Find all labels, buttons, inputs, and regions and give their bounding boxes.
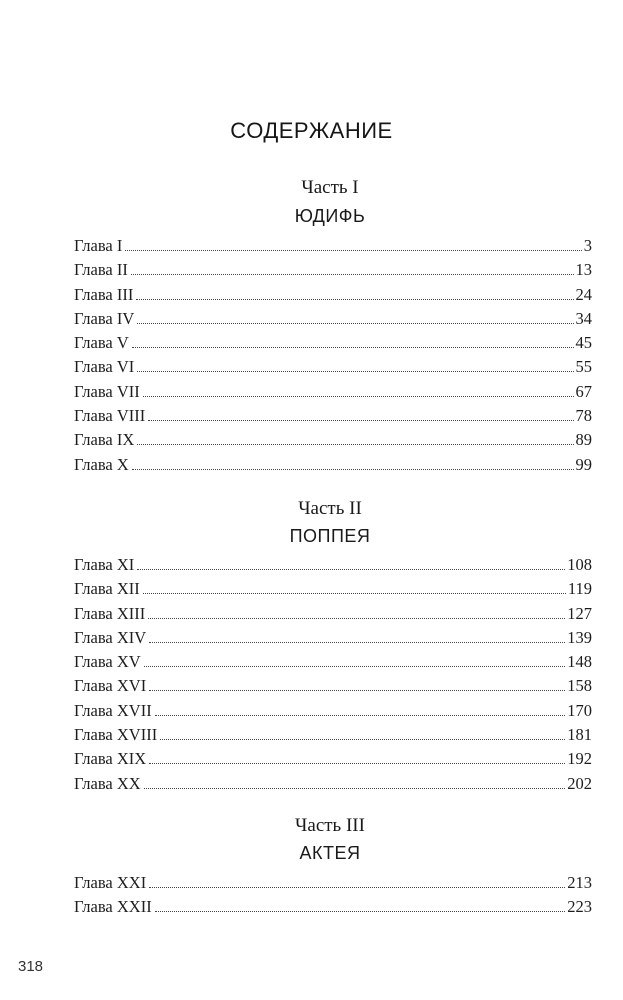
page-ref: 13 <box>575 260 592 280</box>
page-ref: 3 <box>583 236 592 255</box>
chapter-title: Глава XV <box>74 652 141 672</box>
chapter-title: Глава III <box>74 284 134 304</box>
page-ref: 45 <box>575 333 592 353</box>
page-ref: 170 <box>567 700 592 720</box>
toc-entry[interactable] <box>74 455 592 479</box>
dot-leader <box>148 420 573 421</box>
chapter-title: Глава IV <box>74 308 135 328</box>
dot-leader <box>155 715 566 716</box>
chapter-title: Глава XVIII <box>74 725 158 745</box>
toc-entry[interactable] <box>74 285 592 309</box>
toc-entry[interactable] <box>74 628 592 652</box>
page-ref: 192 <box>567 749 592 769</box>
chapter-title: Глава X <box>74 454 129 474</box>
page-ref: 67 <box>575 381 592 401</box>
dot-leader <box>149 887 565 888</box>
toc-entry[interactable] <box>74 701 592 725</box>
toc-entry[interactable] <box>74 873 592 897</box>
toc-list <box>74 555 592 798</box>
dot-leader <box>143 593 566 594</box>
part-heading: Часть I <box>301 177 359 198</box>
toc-entry[interactable] <box>74 725 592 749</box>
page-ref: 119 <box>567 579 592 599</box>
page-title: СОДЕРЖАНИЕ <box>230 118 393 143</box>
chapter-title: Глава XII <box>74 579 140 599</box>
part-title: ЮДИФЬ <box>294 206 366 226</box>
toc-entry[interactable] <box>74 260 592 284</box>
page-ref: 24 <box>575 284 592 304</box>
page-ref: 181 <box>567 725 592 745</box>
chapter-title: Глава I <box>74 236 123 255</box>
toc-list <box>74 873 592 922</box>
dot-leader <box>149 690 565 691</box>
dot-leader <box>132 469 574 470</box>
chapter-title: Глава XX <box>74 773 141 793</box>
page-ref: 202 <box>567 773 592 793</box>
page-ref: 99 <box>575 454 592 474</box>
page-ref: 34 <box>575 308 592 328</box>
dot-leader <box>144 666 566 667</box>
toc-entry[interactable] <box>74 406 592 430</box>
page-ref: 108 <box>567 555 592 574</box>
chapter-title: Глава II <box>74 260 128 280</box>
part-heading: Часть II <box>298 498 362 519</box>
page-ref: 148 <box>567 652 592 672</box>
dot-leader <box>137 444 573 445</box>
page-ref: 213 <box>567 873 592 892</box>
chapter-title: Глава XI <box>74 555 135 574</box>
dot-leader <box>137 323 573 324</box>
dot-leader <box>160 739 565 740</box>
chapter-title: Глава XVII <box>74 700 152 720</box>
toc-entry[interactable] <box>74 430 592 454</box>
page-ref: 89 <box>575 430 592 450</box>
toc-entry[interactable] <box>74 604 592 628</box>
dot-leader <box>132 347 574 348</box>
dot-leader <box>137 569 565 570</box>
page-number: 318 <box>18 958 44 975</box>
page-ref: 158 <box>567 676 592 696</box>
dot-leader <box>155 911 566 912</box>
chapter-title: Глава XXI <box>74 873 147 892</box>
toc-entry[interactable] <box>74 236 592 260</box>
page-ref: 223 <box>567 897 592 917</box>
dot-leader <box>148 618 565 619</box>
toc-entry[interactable] <box>74 579 592 603</box>
toc-entry[interactable] <box>74 749 592 773</box>
chapter-title: Глава V <box>74 333 129 353</box>
chapter-title: Глава XIII <box>74 603 146 623</box>
chapter-title: Глава XXII <box>74 897 152 917</box>
toc-entry[interactable] <box>74 357 592 381</box>
chapter-title: Глава IX <box>74 430 135 450</box>
chapter-title: Глава XVI <box>74 676 147 696</box>
toc-entry[interactable] <box>74 774 592 798</box>
chapter-title: Глава VIII <box>74 406 146 426</box>
part-title: ПОППЕЯ <box>289 526 371 546</box>
toc-entry[interactable] <box>74 555 592 579</box>
toc-entry[interactable] <box>74 333 592 357</box>
page-ref: 78 <box>575 406 592 426</box>
part-heading: Часть III <box>295 815 365 836</box>
toc-list <box>74 236 592 479</box>
toc-entry[interactable] <box>74 676 592 700</box>
chapter-title: Глава VII <box>74 381 140 401</box>
toc-entry[interactable] <box>74 897 592 921</box>
chapter-title: Глава XIX <box>74 749 147 769</box>
dot-leader <box>149 763 565 764</box>
chapter-title: Глава VI <box>74 357 135 377</box>
chapter-title: Глава XIV <box>74 627 147 647</box>
toc-entry[interactable] <box>74 652 592 676</box>
toc-entry[interactable] <box>74 309 592 333</box>
dot-leader <box>143 396 574 397</box>
dot-leader <box>131 274 574 275</box>
dot-leader <box>137 371 573 372</box>
page-ref: 55 <box>575 357 592 377</box>
part-title: АКТЕЯ <box>299 843 361 863</box>
dot-leader <box>136 299 573 300</box>
dot-leader <box>149 642 565 643</box>
dot-leader <box>144 788 566 789</box>
toc-entry[interactable] <box>74 382 592 406</box>
page-ref: 127 <box>567 603 592 623</box>
dot-leader <box>125 250 581 251</box>
page-ref: 139 <box>567 627 592 647</box>
